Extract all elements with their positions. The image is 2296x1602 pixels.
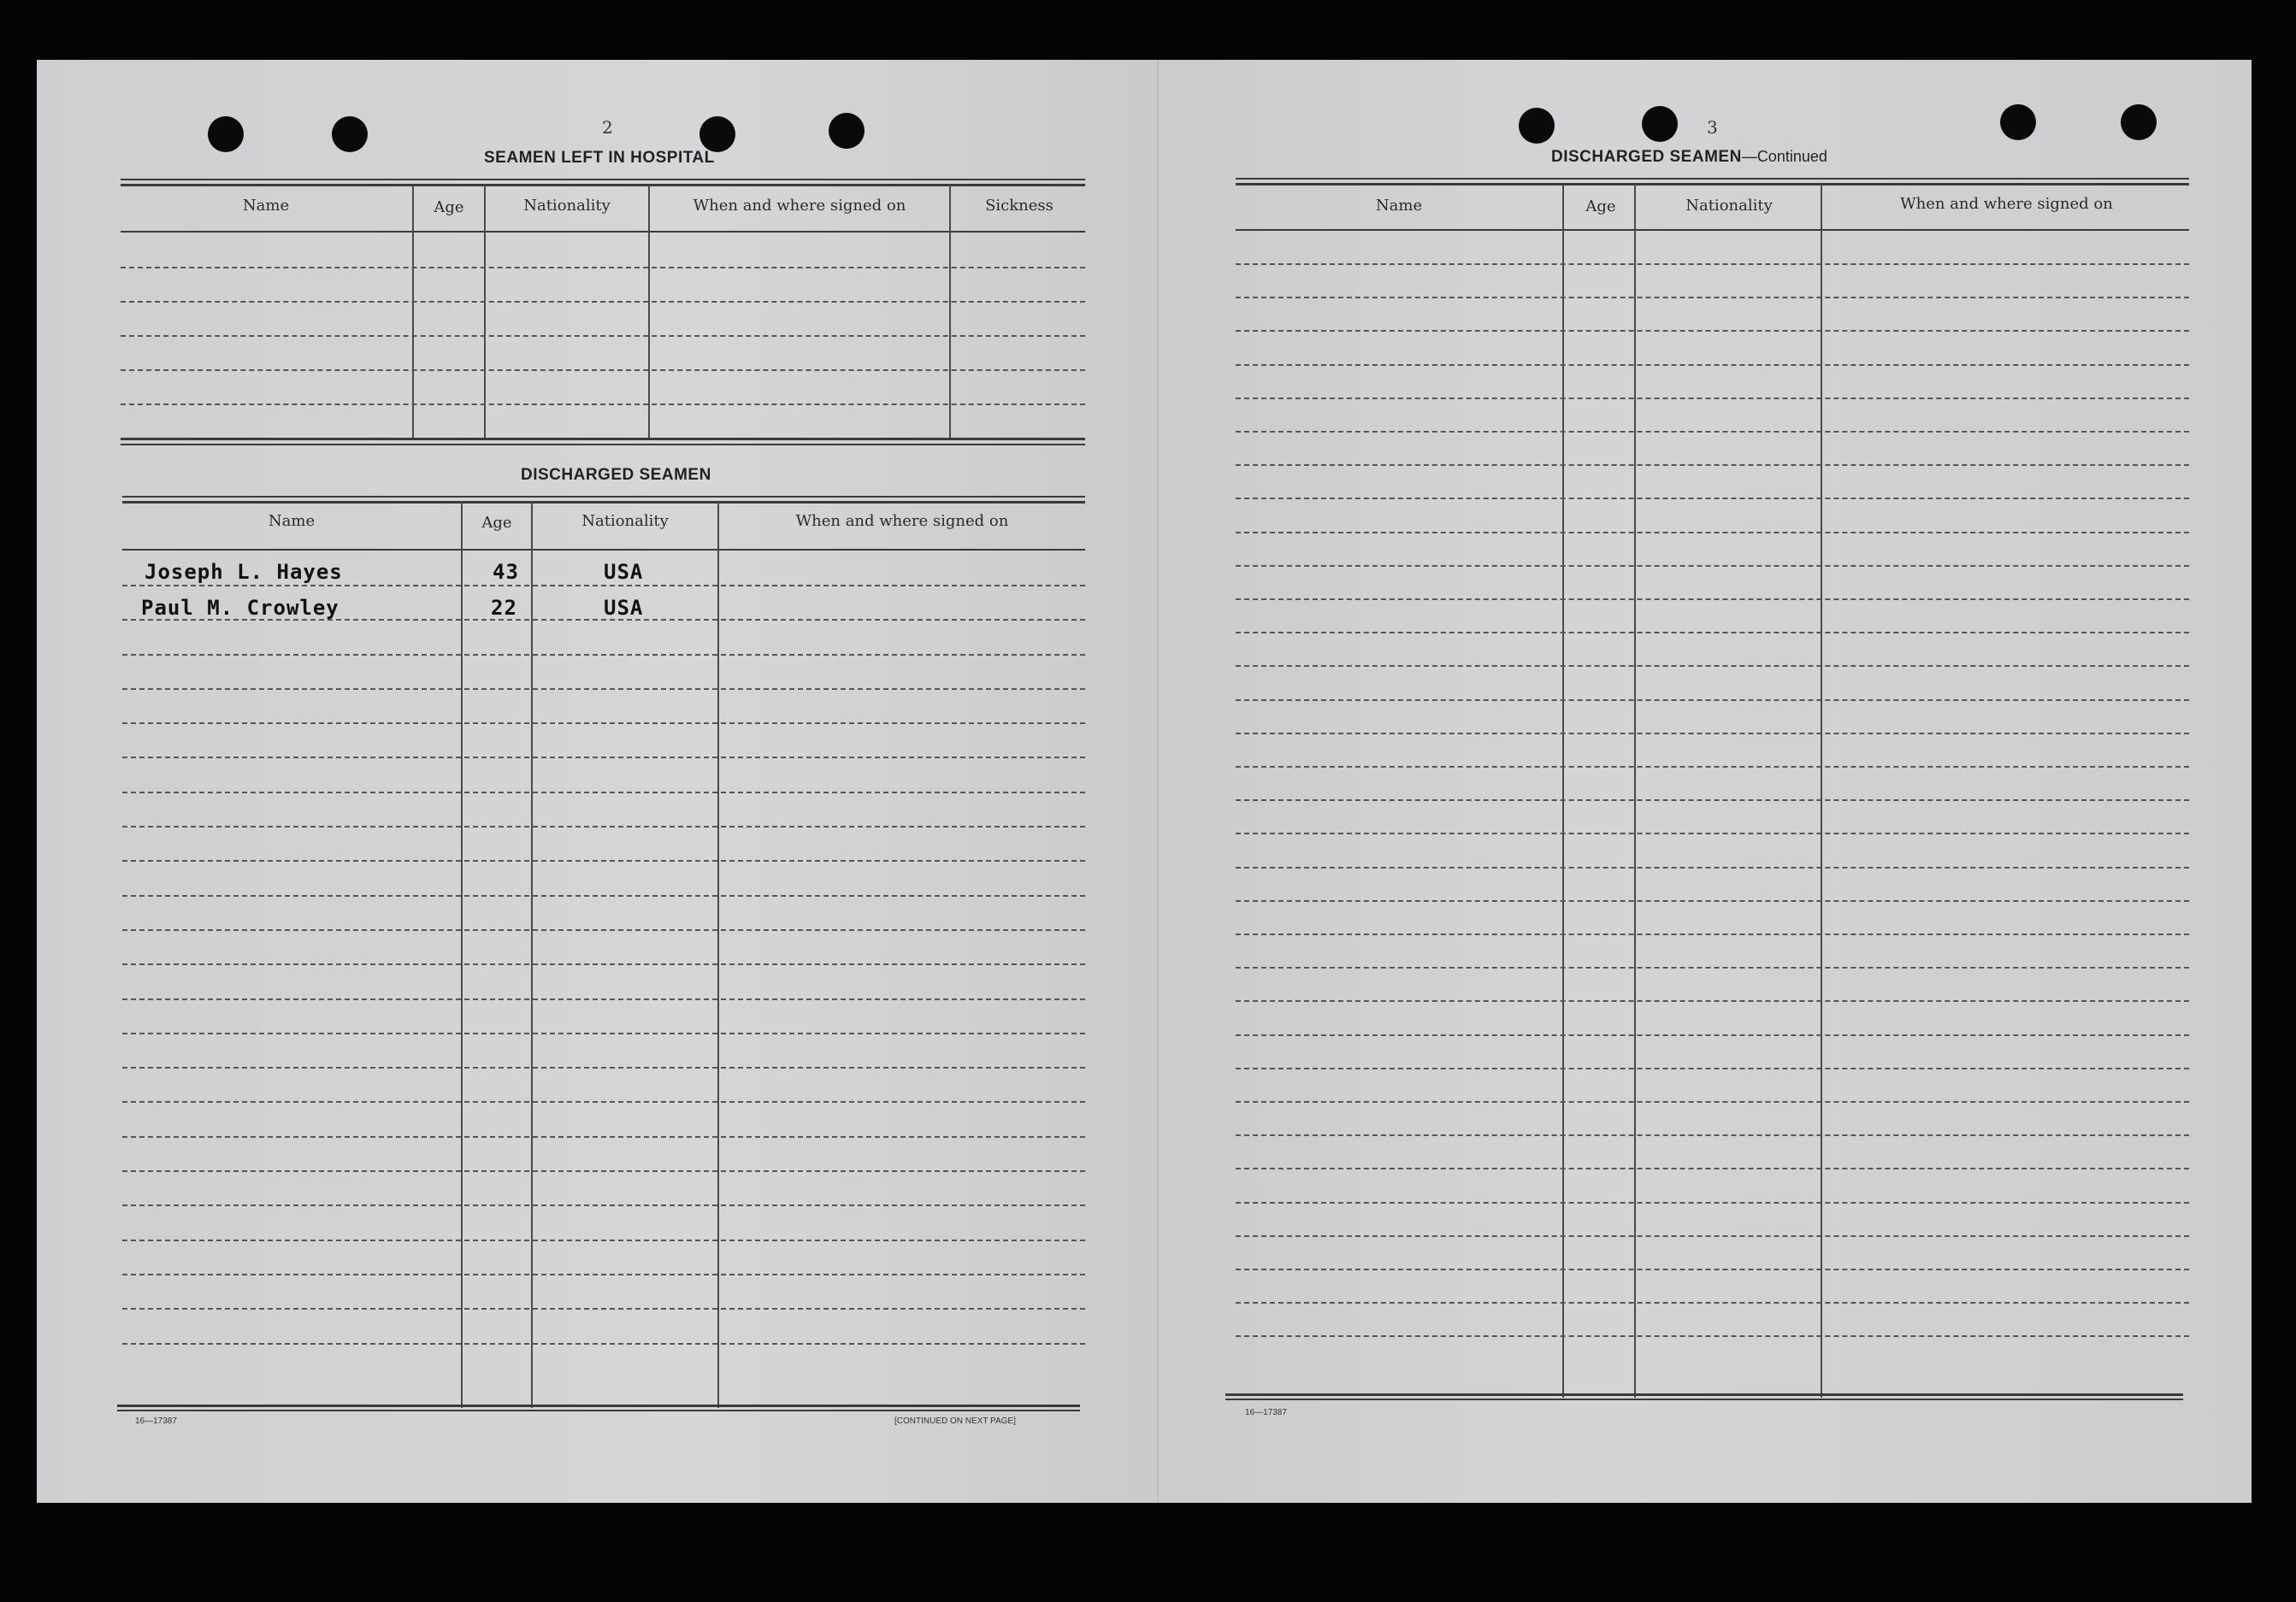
entry-line [1236,632,2189,633]
entry-line [122,1240,1085,1241]
entry-line [122,1343,1085,1345]
entry-line [122,1308,1085,1310]
discharged-col-name: Name [268,512,316,530]
discharged-col-nationality: Nationality [581,512,669,530]
form-number-right: 16—17387 [1245,1408,1287,1417]
hospital-col-name: Name [242,197,290,215]
entry-line [122,792,1085,793]
entry-line [1236,498,2189,499]
form-number-left: 16—17387 [135,1416,177,1426]
punch-hole [2000,104,2036,140]
seaman-nationality: USA [604,560,644,584]
entry-line [1236,1202,2189,1204]
entry-line [1236,967,2189,969]
right-divider [1634,184,1636,1398]
discharged-divider [717,502,719,1408]
entry-line [122,1033,1085,1034]
seaman-age: 43 [493,560,519,584]
hospital-bottom-rule [121,438,1085,440]
right-col-name: Name [1375,197,1423,215]
entry-line [122,722,1085,724]
discharged-top-rule [122,496,1085,498]
right-top-rule [1236,178,2189,180]
entry-line [122,1170,1085,1172]
seaman-age: 22 [491,596,517,620]
entry-line [1236,1335,2189,1337]
document-sheet [37,60,2252,1503]
entry-line [1236,1068,2189,1069]
hospital-top-rule [121,179,1085,180]
entry-line [1236,867,2189,869]
entry-line [122,998,1085,1000]
hospital-header-rule [121,231,1085,233]
hospital-col-age: Age [434,198,464,216]
entry-line [122,757,1085,758]
entry-line [122,1136,1085,1138]
right-bottom-rule-2 [1225,1399,2183,1400]
seaman-nationality: USA [604,596,644,620]
discharged-header-rule [122,549,1085,551]
punch-hole [332,116,368,152]
discharged-col-signed-on: When and where signed on [795,512,1009,530]
discharged-divider [461,502,463,1408]
discharged-top-rule-2 [122,501,1085,504]
discharged-bottom-rule-2 [117,1410,1080,1411]
entry-line [1236,1000,2189,1002]
entry-line [122,1204,1085,1206]
right-divider [1821,184,1822,1398]
entry-line [1236,297,2189,298]
entry-line [1236,532,2189,533]
continued-note: [CONTINUED ON NEXT PAGE] [894,1416,1016,1426]
entry-line [122,1101,1085,1103]
page-number-left: 2 [602,117,613,138]
entry-line [122,860,1085,862]
right-title-suffix: —Continued [1741,148,1827,165]
right-title-main: DISCHARGED SEAMEN [1551,148,1742,166]
entry-line [1236,1134,2189,1136]
discharged-divider [531,502,533,1408]
entry-line [1236,1269,2189,1270]
entry-line [1236,330,2189,332]
hospital-divider [412,185,414,439]
hospital-entry-line [121,301,1085,303]
hospital-top-rule-2 [121,184,1085,186]
entry-line [1236,1235,2189,1237]
entry-line [122,1067,1085,1069]
entry-line [1236,464,2189,466]
entry-line [1236,431,2189,433]
entry-line [1236,1034,2189,1036]
discharged-section-title: DISCHARGED SEAMEN [521,466,711,484]
seaman-name: Joseph L. Hayes [145,560,343,584]
punch-hole [829,113,865,149]
entry-line [1236,1101,2189,1103]
hospital-col-nationality: Nationality [523,197,611,215]
entry-line [1236,733,2189,734]
hospital-entry-line [121,403,1085,405]
entry-line [1236,766,2189,768]
entry-line [122,585,1085,586]
entry-line [122,688,1085,690]
entry-line [1236,665,2189,667]
entry-line [1236,364,2189,366]
page-fold [1157,60,1159,1503]
right-divider [1562,184,1564,1398]
punch-hole [2121,104,2157,140]
entry-line [122,929,1085,931]
punch-hole [1519,108,1555,144]
entry-line [122,1274,1085,1275]
hospital-entry-line [121,267,1085,268]
punch-hole [1642,106,1678,142]
entry-line [1236,799,2189,801]
hospital-entry-line [121,335,1085,337]
entry-line [122,895,1085,897]
right-col-nationality: Nationality [1685,197,1773,215]
right-header-rule [1236,229,2189,231]
seaman-name: Paul M. Crowley [141,596,339,620]
punch-hole [208,116,244,152]
hospital-bottom-rule-2 [121,444,1085,445]
entry-line [1236,833,2189,834]
hospital-entry-line [121,369,1085,371]
right-bottom-rule [1225,1393,2183,1396]
page-number-right: 3 [1707,117,1718,138]
entry-line [1236,398,2189,399]
hospital-divider [949,185,951,439]
entry-line [122,654,1085,656]
discharged-col-age: Age [481,514,512,532]
entry-line [1236,263,2189,265]
hospital-divider [648,185,650,439]
entry-line [122,963,1085,965]
hospital-section-title: SEAMEN LEFT IN HOSPITAL [484,149,715,167]
entry-line [1236,1168,2189,1169]
hospital-divider [484,185,486,439]
entry-line [1236,598,2189,600]
entry-line [1236,699,2189,701]
right-col-age: Age [1585,197,1616,215]
entry-line [122,826,1085,828]
entry-line [1236,900,2189,902]
right-top-rule-2 [1236,183,2189,186]
entry-line [1236,565,2189,567]
discharged-bottom-rule [117,1405,1080,1407]
entry-line [1236,934,2189,935]
punch-hole [699,116,735,152]
right-col-signed-on: When and where signed on [1900,195,2113,213]
hospital-col-sickness: Sickness [985,197,1054,215]
entry-line [1236,1302,2189,1304]
right-section-title [1551,148,1827,167]
hospital-col-signed-on: When and where signed on [693,197,906,215]
